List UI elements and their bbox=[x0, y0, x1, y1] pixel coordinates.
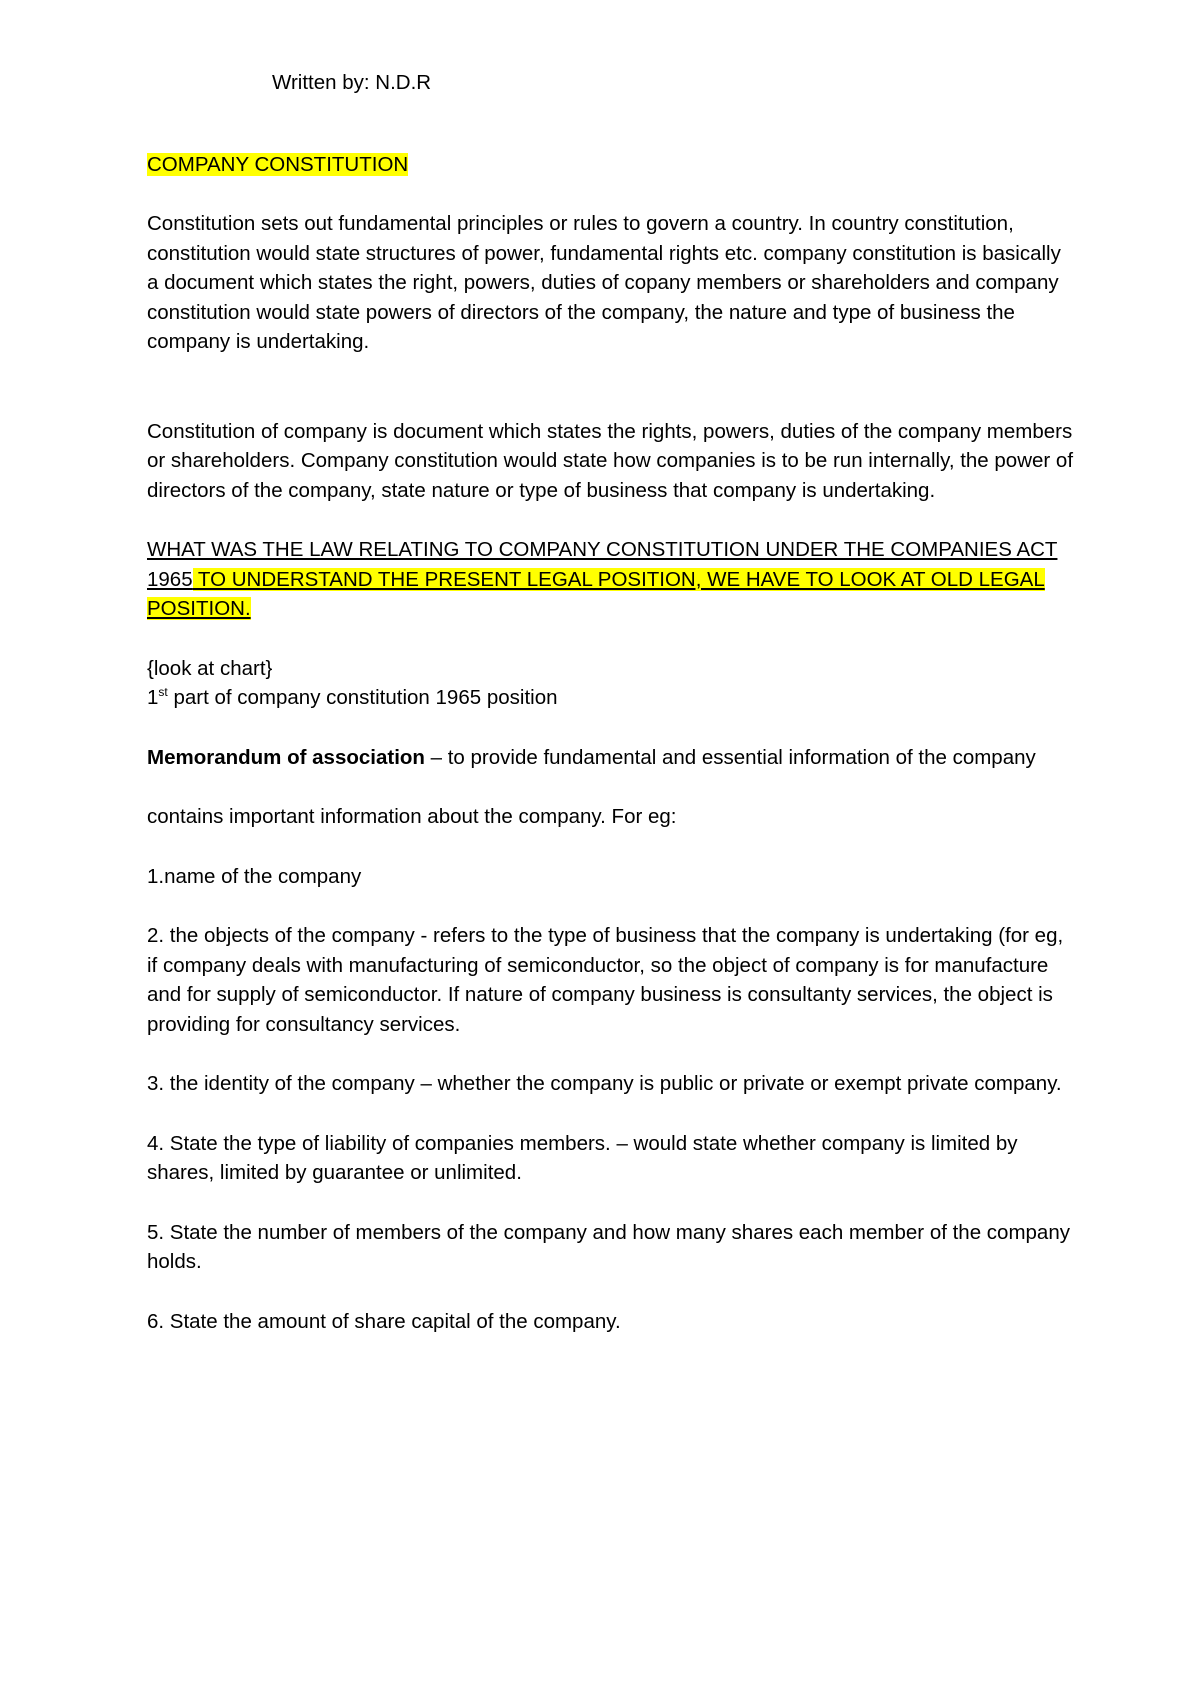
part-rest: part of company constitution 1965 position bbox=[167, 686, 558, 709]
list-item-2: 2. the objects of the company - refers to the type of business that the company is undertaking (for eg, if company deals with manufacturing of semiconductor, so the object of company is for manufacture and for supply of semiconductor. If nature of company business is consultanty services, the object is providing for consultancy services. bbox=[147, 924, 1064, 1036]
document-title bbox=[147, 150, 1077, 180]
list-item-3: 3. the identity of the company – whether the company is public or private or exempt private company. bbox=[147, 1072, 1062, 1095]
question-heading bbox=[147, 535, 1077, 624]
paragraph-2: Constitution of company is document which states the rights, powers, duties of the company members or shareholders. Company constitution would state how companies is to be run internally, the power of directors of the company, state nature or type of business that company is undertaking. bbox=[147, 419, 1074, 502]
memorandum-term: Memorandum of association bbox=[147, 745, 425, 769]
document-body bbox=[147, 68, 1077, 1366]
part-number: 1 bbox=[147, 686, 159, 709]
memorandum-definition: – to provide fundamental and essential information of the company bbox=[424, 745, 1036, 769]
list-item-5: 5. State the number of members of the company and how many shares each member of the company holds. bbox=[147, 1220, 1070, 1273]
list-item-1: 1.name of the company bbox=[147, 864, 362, 888]
paragraph-1: Constitution sets out fundamental principles or rules to govern a country. In country constitution, constitution would state structures of power, fundamental rights etc. company constitution is basically a document which states the right, powers, duties of copany members or shareholders and company constitution would state powers of directors of the company, the nature and type of business the company is undertaking. bbox=[147, 212, 1061, 353]
part-line bbox=[147, 683, 1077, 713]
author-line: Written by: N.D.R bbox=[272, 71, 432, 94]
question-heading-part1: WHAT WAS THE LAW RELATING TO COMPANY CONSTITUTION UNDER THE COMPANIES ACT 1965 bbox=[147, 538, 1058, 591]
list-item-4: 4. State the type of liability of companies members. – would state whether company is limited by shares, limited by guarantee or unlimited. bbox=[147, 1131, 1018, 1184]
part-superscript: st bbox=[158, 685, 168, 700]
list-item-6: 6. State the amount of share capital of the company. bbox=[147, 1309, 621, 1333]
chart-note: {look at chart} bbox=[147, 656, 273, 680]
title-highlight: COMPANY CONSTITUTION bbox=[147, 152, 409, 176]
question-heading-part2: TO UNDERSTAND THE PRESENT LEGAL POSITION, WE HAVE TO LOOK AT OLD LEGAL POSITION. bbox=[147, 567, 1045, 620]
contains-line: contains important information about the company. For eg: bbox=[147, 805, 677, 828]
memorandum-paragraph bbox=[147, 743, 1077, 773]
